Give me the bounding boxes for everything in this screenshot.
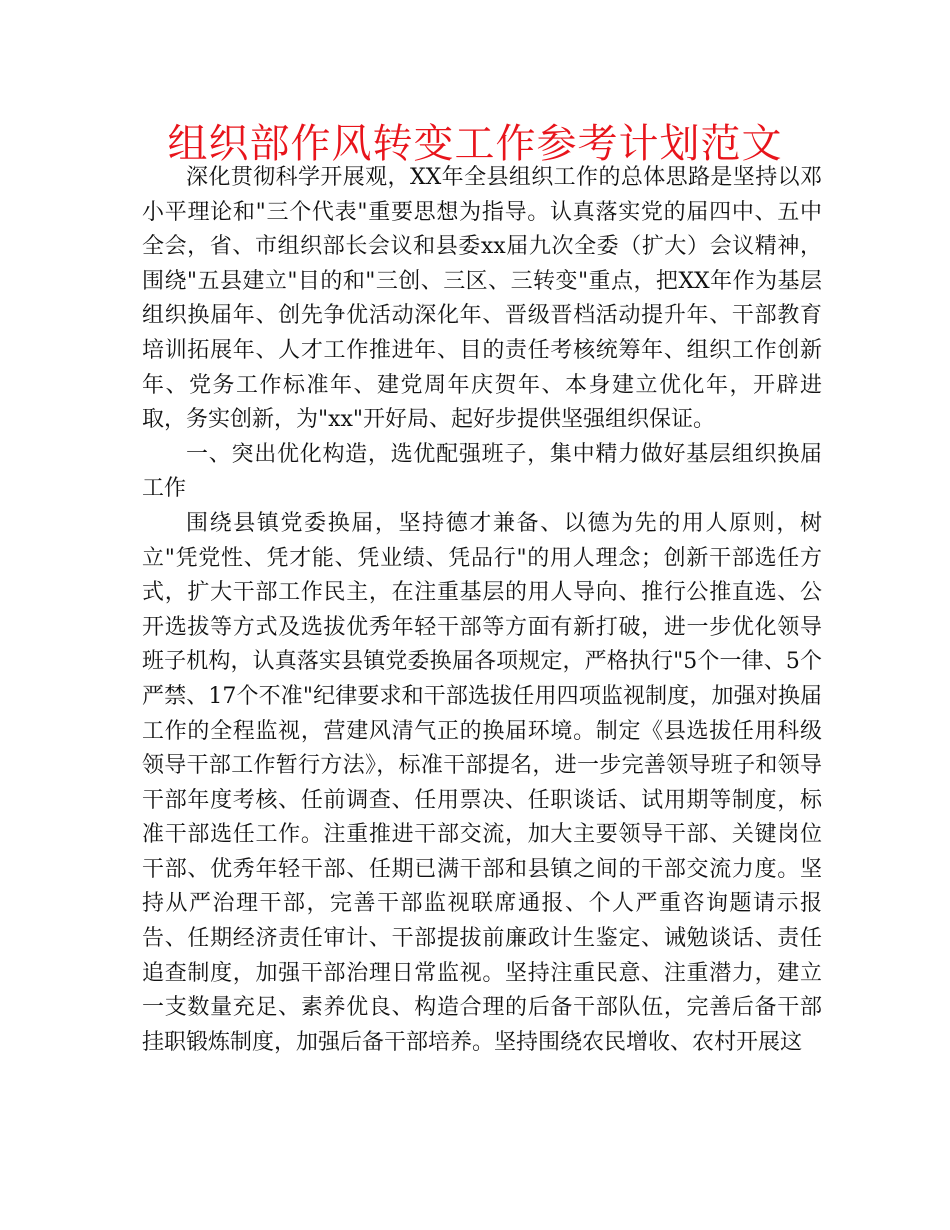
document-body <box>142 161 822 1060</box>
paragraph-intro: 深化贯彻科学开展观，XX年全县组织工作的总体思路是坚持以邓小平理论和"三个代表"重要思想为指导。认真落实党的届四中、五中全会，省、市组织部长会议和县委xx届九次全委（扩大）会议精神，围绕"五县建立"目的和"三创、三区、三转变"重点，把XX年作为基层组织换届年、创先争优活动深化年、晋级晋档活动提升年、干部教育培训拓展年、人才工作推进年、目的责任考核统筹年、组织工作创新年、党务工作标准年、建党周年庆贺年、本身建立优化年，开辟进取，务实创新，为"xx"开好局、起好步提供坚强组织保证。 <box>142 165 822 433</box>
paragraph-section-1: 围绕县镇党委换届，坚持德才兼备、以德为先的用人原则，树立"凭党性、凭才能、凭业绩、凭品行"的用人理念；创新干部选任方式，扩大干部工作民主，在注重基层的用人导向、推行公推直选、公开选拔等方式及选拔优秀年轻干部等方面有新打破，进一步优化领导班子机构，认真落实县镇党委换届各项规定，严格执行"5个一律、5个严禁、17个不准"纪律要求和干部选拔任用四项监视制度，加强对换届工作的全程监视，营建风清气正的换届环境。制定《县选拔任用科级领导干部工作暂行方法》，标准干部提名，进一步完善领导班子和领导干部年度考核、任前调查、任用票决、任职谈话、试用期等制度，标准干部选任工作。注重推进干部交流，加大主要领导干部、关键岗位干部、优秀年轻干部、任期已满干部和县镇之间的干部交流力度。坚持从严治理干部，完善干部监视联席通报、个人严重咨询题请示报告、任期经济责任审计、干部提拔前廉政计生鉴定、诫勉谈话、责任追查制度，加强干部治理日常监视。坚持注重民意、注重潜力，建立一支数量充足、素养优良、构造合理的后备干部队伍，完善后备干部挂职锻炼制度，加强后备干部培养。坚持围绕农民增收、农村开展这 <box>142 510 822 1055</box>
document-title: 组织部作风转变工作参考计划范文 <box>167 121 783 167</box>
section-heading-1: 一、突出优化构造，选优配强班子，集中精力做好基层组织换届工作 <box>142 441 822 502</box>
